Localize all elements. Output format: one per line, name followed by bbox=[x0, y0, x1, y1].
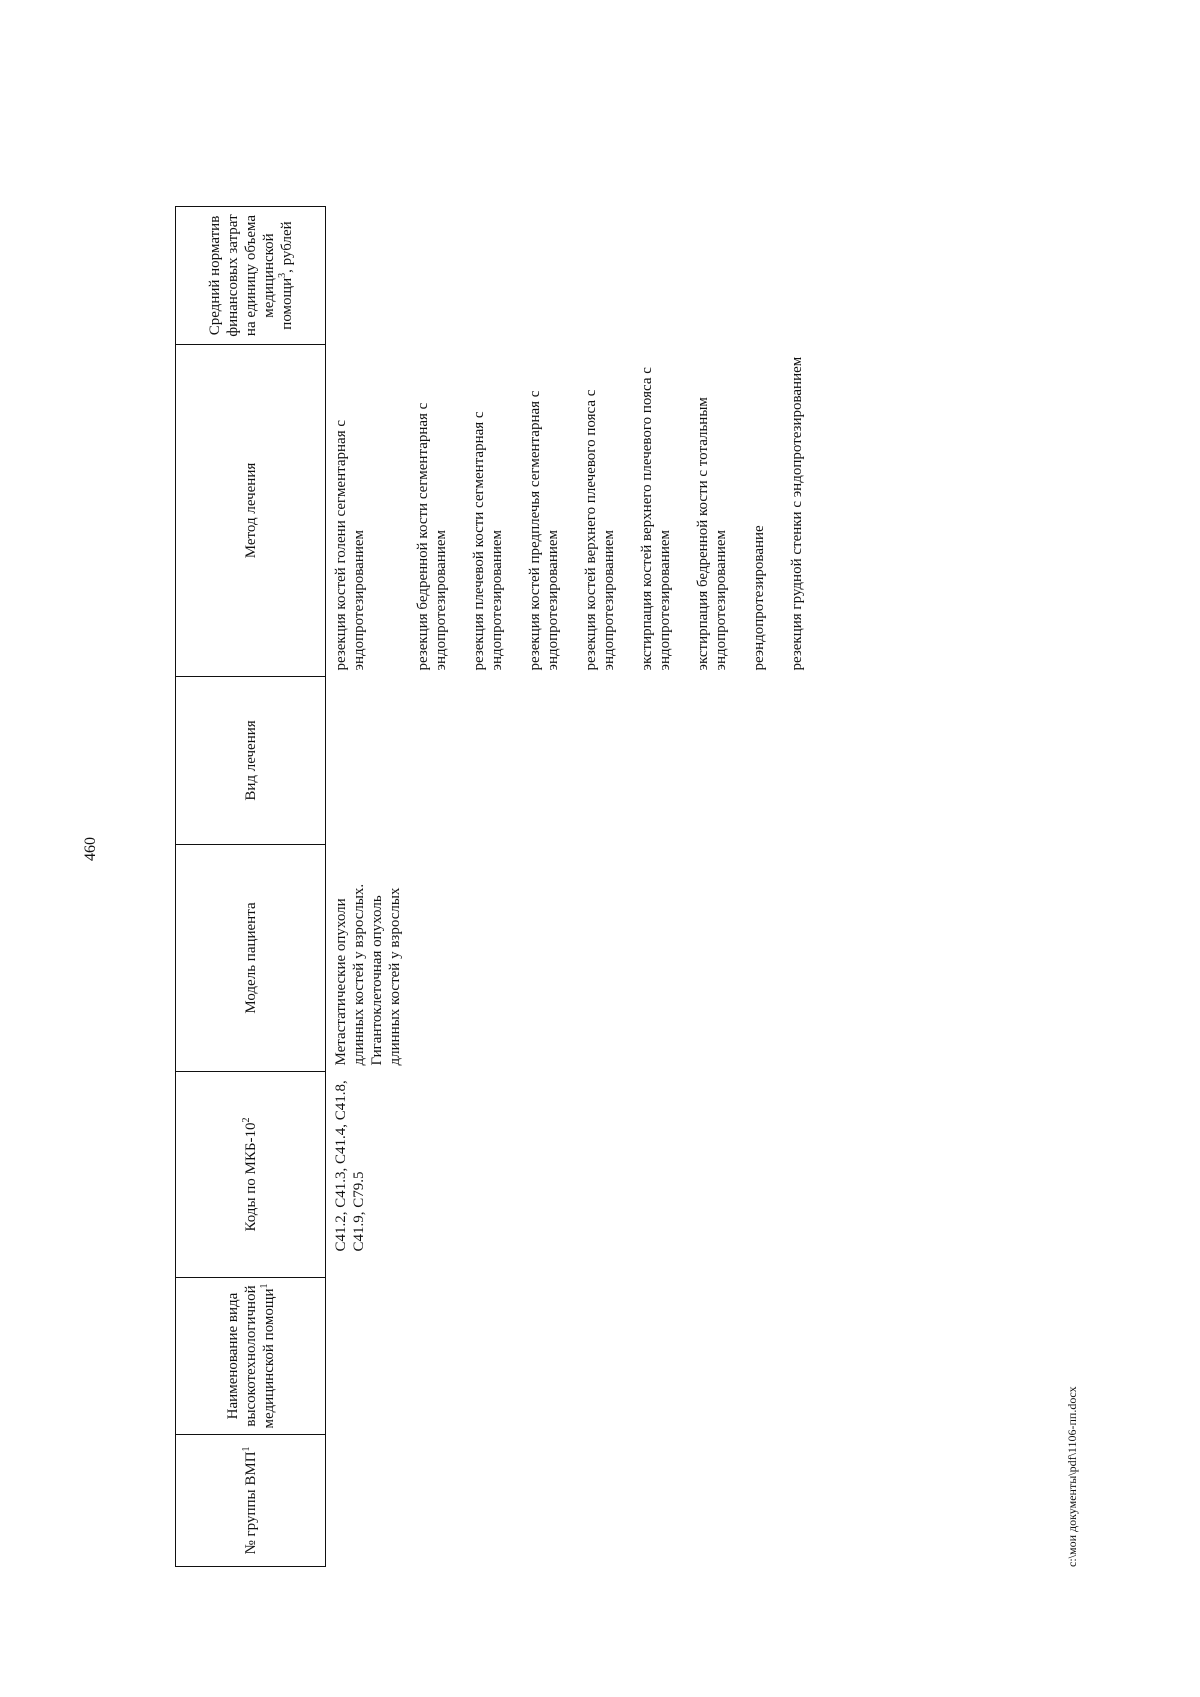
method-item: резекция костей голени сегментарная с эндопротезированием bbox=[333, 419, 367, 671]
page-number: 460 bbox=[82, 837, 99, 861]
footer-file-path: c:\мои документы\pdf\1106-пп.docx bbox=[1065, 1386, 1079, 1567]
method-item: резекция грудной стенки с эндопротезированием bbox=[789, 356, 805, 671]
cell-icd-codes: C41.2, C41.3, C41.4, C41.8, C41.9, C79.5 bbox=[333, 1080, 367, 1252]
header-treatment-method: Метод лечения bbox=[176, 345, 326, 677]
header-cost-standard: Средний норматив финансовых затрат на единицу объема медицинской помощи$^3$, рублей bbox=[176, 207, 326, 345]
method-item: экстирпация костей верхнего плечевого пояса с эндопротезированием bbox=[639, 367, 673, 671]
cell-patient-model: Метастатические опухоли длинных костей у взрослых. Гигантоклеточная опухоль длинных костей у взрослых bbox=[333, 883, 403, 1066]
method-item: резекция костей предплечья сегментарная с эндопротезированием bbox=[527, 390, 561, 671]
cell-group-no bbox=[326, 1435, 807, 1567]
header-treatment-type: Вид лечения bbox=[176, 677, 326, 845]
method-item: резекция костей верхнего плечевого пояса с эндопротезированием bbox=[583, 389, 617, 671]
header-patient-model: Модель пациента bbox=[176, 845, 326, 1072]
vmp-table bbox=[175, 206, 806, 1567]
cell-care-name bbox=[326, 1278, 807, 1435]
method-item: резекция плечевой кости сегментарная с эндопротезированием bbox=[471, 411, 505, 671]
cell-cost-standard bbox=[326, 207, 807, 345]
method-item: экстирпация бедренной кости с тотальным эндопротезированием bbox=[695, 397, 729, 671]
method-item: реэндопротезирование bbox=[751, 525, 767, 671]
header-icd-codes: Коды по МКБ-$10^2$ bbox=[176, 1072, 326, 1278]
header-group-no: № группы ВМП$^1$ bbox=[176, 1435, 326, 1567]
table-header-row bbox=[176, 207, 326, 1567]
table-row bbox=[326, 207, 807, 1567]
cell-treatment-type bbox=[326, 677, 807, 845]
cell-treatment-methods bbox=[326, 345, 807, 677]
header-care-name: Наименование вида высокотехнологичной медицинской помощи$^1$ bbox=[176, 1278, 326, 1435]
method-item: резекция бедренной кости сегментарная с эндопротезированием bbox=[415, 402, 449, 671]
